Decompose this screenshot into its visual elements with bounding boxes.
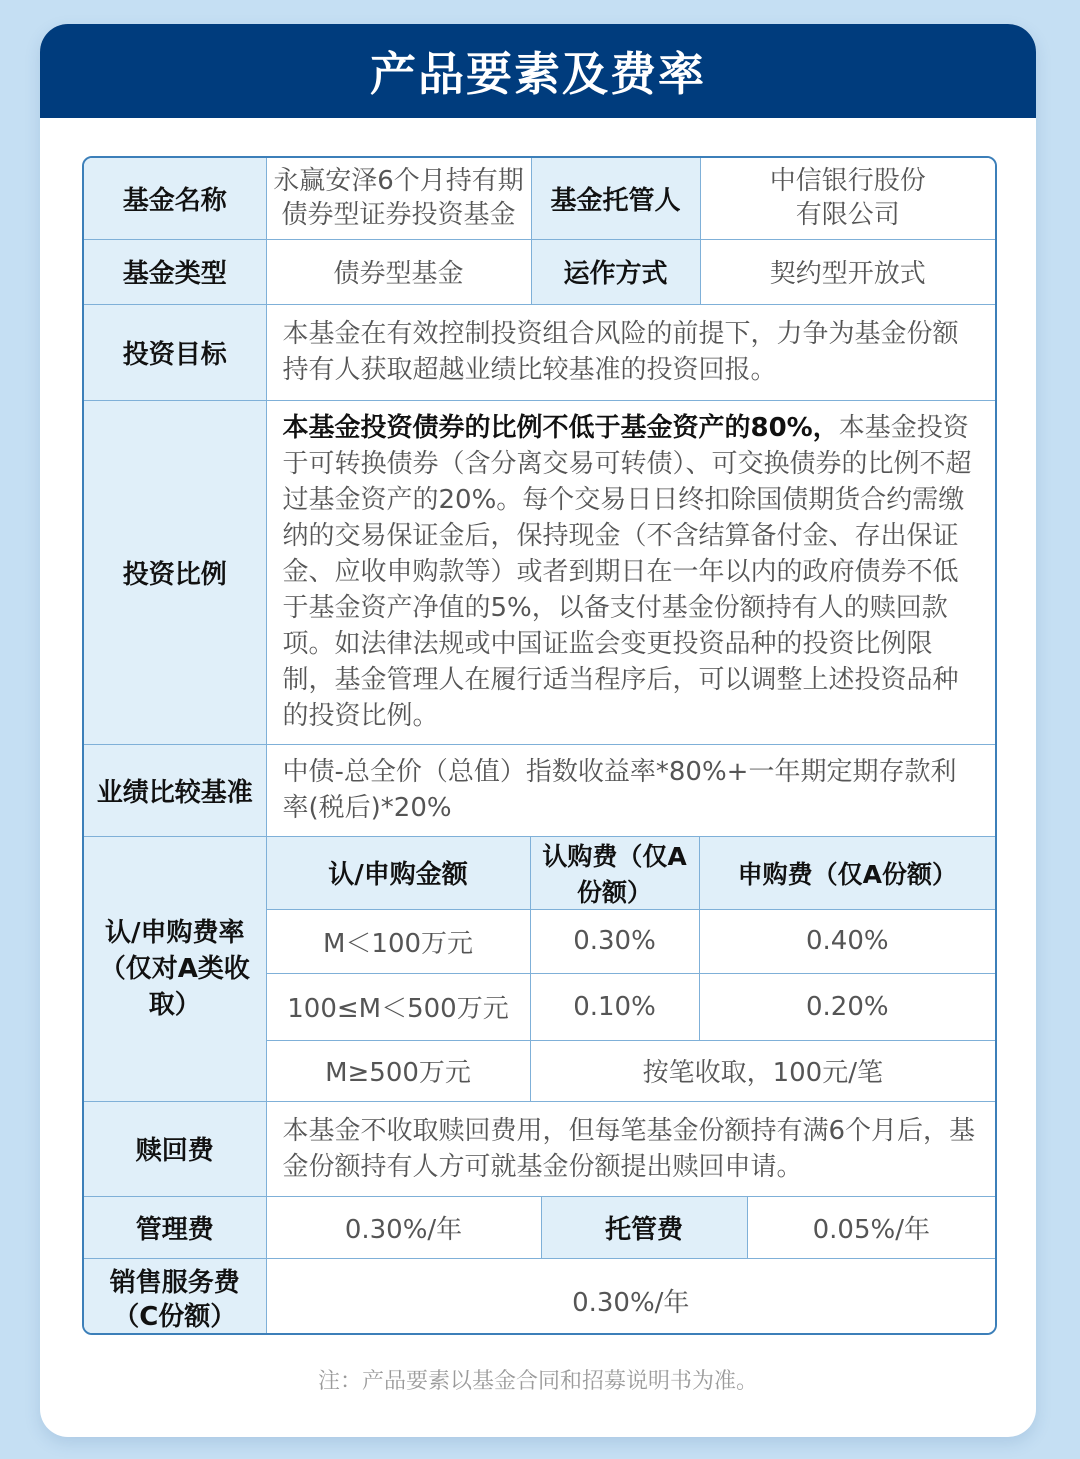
custodian-line2: 有限公司 <box>795 200 900 231</box>
redemption-value: 本基金不收取赎回费用，但每笔基金份额持有满6个月后，基金份额持有人方可就基金份额提出赎回申请。 <box>266 1101 995 1196</box>
fund-name-line1: 永赢安泽6个月持有期 <box>273 166 524 197</box>
footnote: 注：产品要素以基金合同和招募说明书为准。 <box>317 1369 758 1394</box>
fund-type-value: 债券型基金 <box>266 239 531 304</box>
tier2-amount: 100≤M＜500万元 <box>266 973 530 1040</box>
tier2-subscribe-fee: 0.10% <box>530 973 699 1040</box>
fund-name-line2: 债券型证券投资基金 <box>281 200 516 231</box>
row-benchmark <box>84 744 995 836</box>
objective-value: 本基金在有效控制投资组合风险的前提下，力争为基金份额持有人获取超越业绩比较基准的投资回报。 <box>266 304 995 400</box>
ratio-label: 投资比例 <box>84 400 266 744</box>
row-ratio <box>84 400 995 744</box>
row-fund-name <box>84 158 995 239</box>
page-title: 产品要素及费率 <box>370 47 706 101</box>
sub-header-subscribe-fee: 认购费（仅A份额） <box>530 836 699 909</box>
sub-header-amount: 认/申购金额 <box>266 836 530 909</box>
benchmark-label: 业绩比较基准 <box>84 744 266 836</box>
sales-fee-label-line2: （C份额） <box>113 1302 237 1333</box>
custody-fee-label: 托管费 <box>541 1196 747 1258</box>
sub-header-purchase-fee: 申购费（仅A份额） <box>699 836 995 909</box>
objective-label: 投资目标 <box>84 304 266 400</box>
operation-label: 运作方式 <box>531 239 700 304</box>
row-fund-type <box>84 239 995 304</box>
subscription-label <box>84 836 266 1101</box>
tier1-subscribe-fee: 0.30% <box>530 909 699 973</box>
sales-fee-value: 0.30%/年 <box>266 1258 995 1335</box>
row-mgmt-fee <box>84 1196 995 1258</box>
row-redemption <box>84 1101 995 1196</box>
ratio-bold-text: 本基金投资债券的比例不低于基金资产的80%， <box>282 413 839 443</box>
tier1-purchase-fee: 0.40% <box>699 909 995 973</box>
card-header <box>40 24 1036 118</box>
operation-value: 契约型开放式 <box>700 239 995 304</box>
row-objective <box>84 304 995 400</box>
row-sub-header <box>84 836 995 909</box>
custodian-line1: 中信银行股份 <box>769 166 926 197</box>
custody-fee-value: 0.05%/年 <box>747 1196 995 1258</box>
info-card <box>40 24 1036 1437</box>
management-fee-value: 0.30%/年 <box>266 1196 541 1258</box>
custodian-value <box>700 158 995 239</box>
redemption-label: 赎回费 <box>84 1101 266 1196</box>
subscription-label-line1: 认/申购费率 <box>105 917 245 948</box>
ratio-value <box>266 400 995 744</box>
sales-fee-label-line1: 销售服务费 <box>109 1268 240 1299</box>
tier3-fee: 按笔收取，100元/笔 <box>530 1040 995 1101</box>
row-sales-fee <box>84 1258 995 1335</box>
fund-name-label: 基金名称 <box>84 158 266 239</box>
tier1-amount: M＜100万元 <box>266 909 530 973</box>
product-table <box>82 156 997 1335</box>
subscription-label-line2: （仅对A类收取） <box>99 953 250 1020</box>
sales-fee-label <box>84 1258 266 1335</box>
fund-name-value <box>266 158 531 239</box>
custodian-label: 基金托管人 <box>531 158 700 239</box>
ratio-rest-text: 本基金投资于可转换债券（含分离交易可转债）、可交换债券的比例不超过基金资产的20%。每个交易日日终扣除国债期货合约需缴纳的交易保证金后，保持现金（不含结算备付金、存出保证金、应收申购款等）或者到期日在一年以内的政府债券不低于基金资产净值的5%，以备支付基金份额持有人的赎回款项。如法律法规或中国证监会变更投资品种的投资比例限制，基金管理人在履行适当程序后，可以调整上述投资品种的投资比例。 <box>282 413 972 731</box>
benchmark-value: 中债-总全价（总值）指数收益率*80%+一年期定期存款利率(税后)*20% <box>266 744 995 836</box>
management-fee-label: 管理费 <box>84 1196 266 1258</box>
tier3-amount: M≥500万元 <box>266 1040 530 1101</box>
tier2-purchase-fee: 0.20% <box>699 973 995 1040</box>
fund-type-label: 基金类型 <box>84 239 266 304</box>
